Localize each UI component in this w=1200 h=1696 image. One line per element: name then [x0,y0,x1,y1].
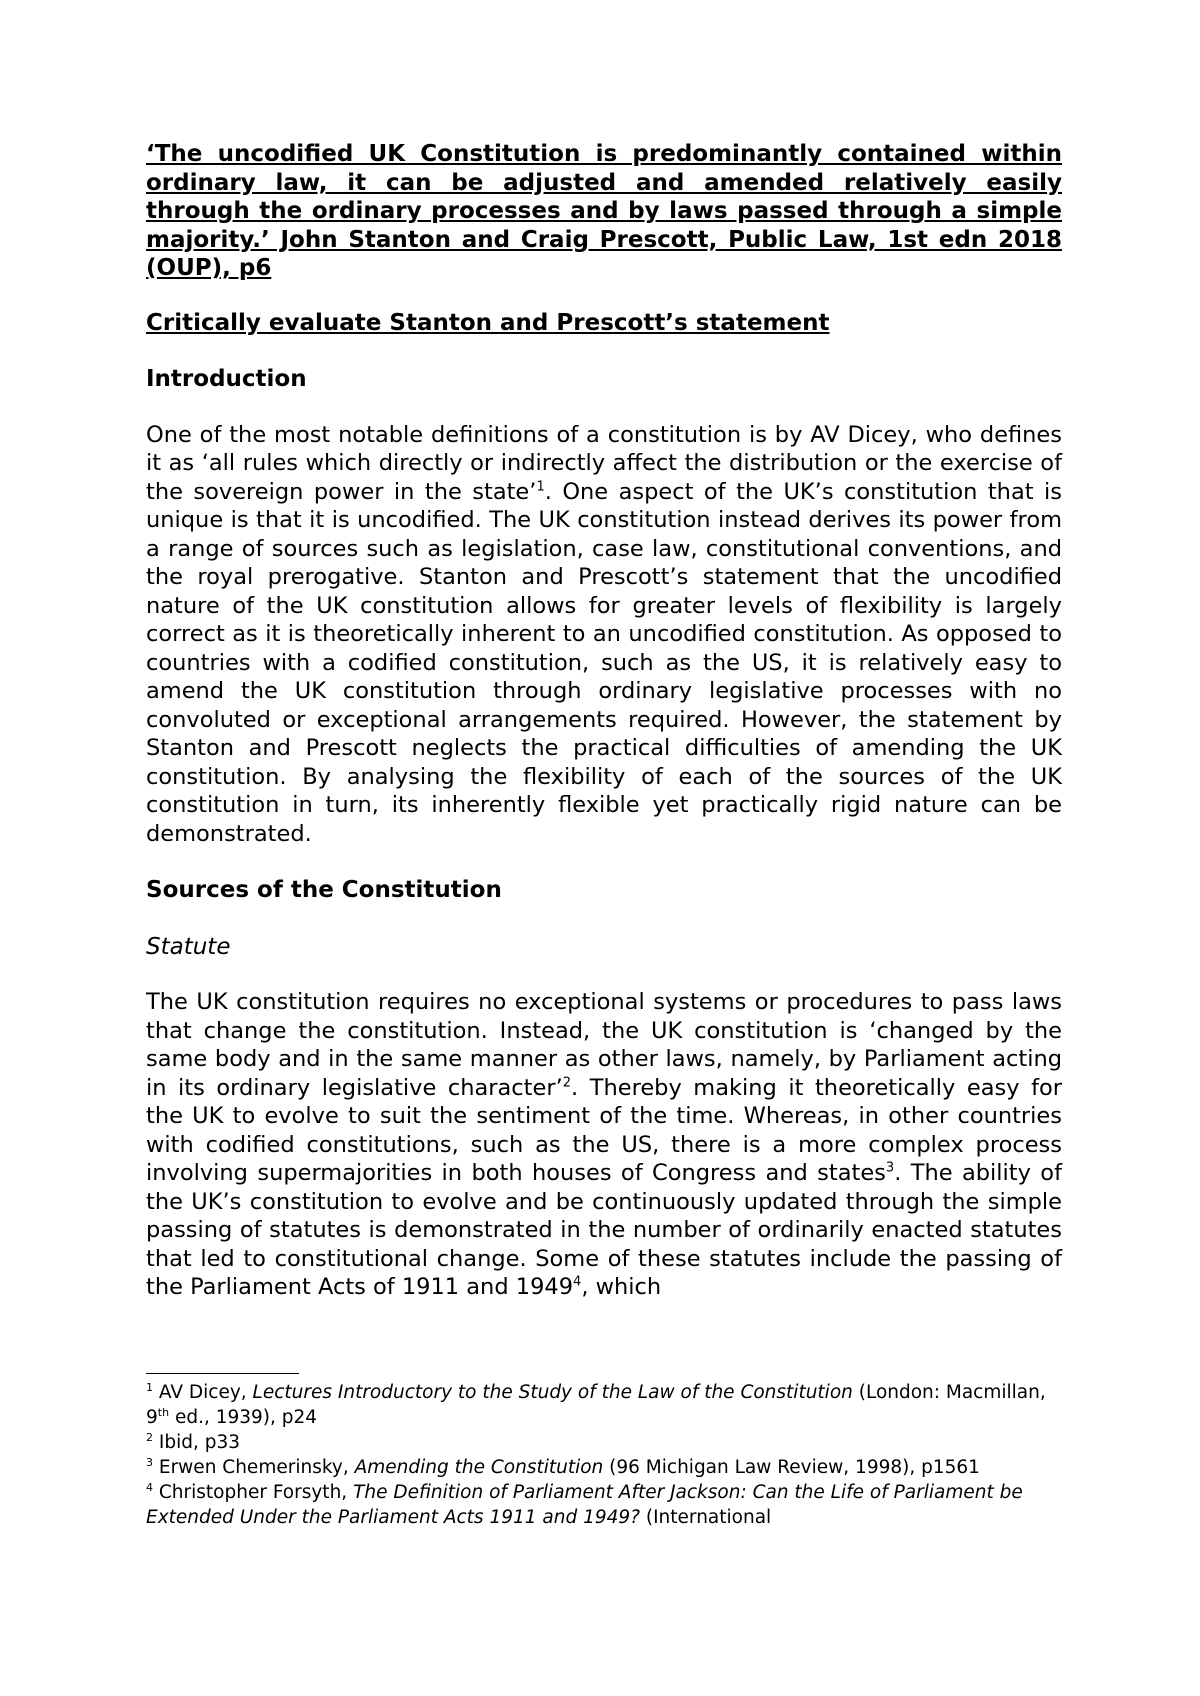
footnote-1 [146,1380,1062,1430]
introduction-paragraph [146,421,1062,849]
footnote-1-author: AV Dicey, [153,1382,253,1403]
intro-text-b: . One aspect of the UK’s constitution that is unique is that it is uncodified. The UK constitution instead derives its power from a range of sources such as legislation, case law, constitutional conventions, and the royal prerogative. Stanton and Prescott’s statement that the uncodified nature of the UK constitution allows for greater levels of flexibility is largely correct as it is theoretically inherent to an uncodified constitution. As opposed to countries with a codified constitution, such as the US, it is relatively easy to amend the UK constitution through ordinary legislative processes with no convoluted or exceptional arrangements required. However, the statement by Stanton and Prescott neglects the practical difficulties of amending the UK constitution. By analysing the flexibility of each of the sources of the UK constitution in turn, its inherently flexible yet practically rigid nature can be demonstrated. [146,478,1062,847]
footnote-4-mark: 4 [146,1480,153,1494]
footnote-ref-1[interactable]: 1 [536,479,545,494]
section-heading-introduction: Introduction [146,366,307,392]
footnote-4-title: The Definition of Parliament After Jackson: Can the Life of Parliament be Extended Under the Parliament Acts 1911 and 1949? [146,1482,1023,1528]
document-body [146,140,1062,1302]
footnote-3-author: Erwen Chemerinsky, [153,1457,355,1478]
footnote-1-mark: 1 [146,1380,153,1394]
footnote-2 [146,1430,1062,1455]
statute-paragraph [146,988,1062,1302]
footnotes [146,1380,1062,1530]
footnote-ref-4[interactable]: 4 [573,1274,582,1290]
footnote-1-publisher: (London: Macmillan, 9 [146,1382,1046,1428]
intro-text-a: One of the most notable definitions of a constitution is by AV Dicey, who defines it as ‘all rules which directly or indirectly affect the distribution or the exercise of the sovereign power in the state’ [146,421,1062,505]
footnote-separator [146,1373,299,1374]
footnote-4-author: Christopher Forsyth, [153,1482,354,1503]
footnote-2-text: Ibid, p33 [153,1432,241,1453]
essay-task-title: Critically evaluate Stanton and Prescott’s statement [146,309,830,336]
footnote-4 [146,1480,1062,1530]
footnote-1-details: ed., 1939), p24 [169,1407,318,1428]
footnote-2-mark: 2 [146,1430,153,1444]
essay-quote: ‘The uncodified UK Constitution is predominantly contained within ordinary law, it can be adjusted and amended relatively easily through the ordinary processes and by laws passed through a simple majority.’ John Stanton and Craig Prescott, Public Law, 1st edn 2018 (OUP), p6 [146,141,1062,281]
footnote-4-details: (International [640,1507,772,1528]
subheading-statute: Statute [146,933,231,960]
footnote-ref-3[interactable]: 3 [885,1160,895,1176]
footnote-3-title: Amending the Constitution [354,1457,604,1478]
section-heading-sources: Sources of the Constitution [146,877,502,903]
footnote-1-title: Lectures Introductory to the Study of the Law of the Constitution [252,1382,853,1403]
footnote-3-details: (96 Michigan Law Review, 1998), p1561 [603,1457,980,1478]
statute-text-d: , which [581,1274,662,1300]
footnote-3-mark: 3 [146,1455,153,1469]
statute-text-a: The UK constitution requires no exceptional systems or procedures to pass laws that change the constitution. Instead, the UK constitution is ‘changed by the same body and in the same manner as other laws, namely, by Parliament acting in its ordinary legislative character’ [146,989,1062,1101]
statute-text-b: . Thereby making it theoretically easy for the UK to evolve to suit the sentiment of the time. Whereas, in other countries with codified constitutions, such as the US, there is a more complex process involving supermajorities in both houses of Congress and states [146,1074,1063,1186]
footnote-ref-2[interactable]: 2 [562,1075,572,1090]
footnote-1-edition-suffix: th [157,1405,170,1419]
footnote-3 [146,1455,1062,1480]
statute-text-c: . The ability of the UK’s constitution to evolve and be continuously updated through the simple passing of statutes is demonstrated in the number of ordinarily enacted statutes that led to constitutional change. Some of these statutes include the passing of the Parliament Acts of 1911 and 1949 [146,1160,1062,1300]
